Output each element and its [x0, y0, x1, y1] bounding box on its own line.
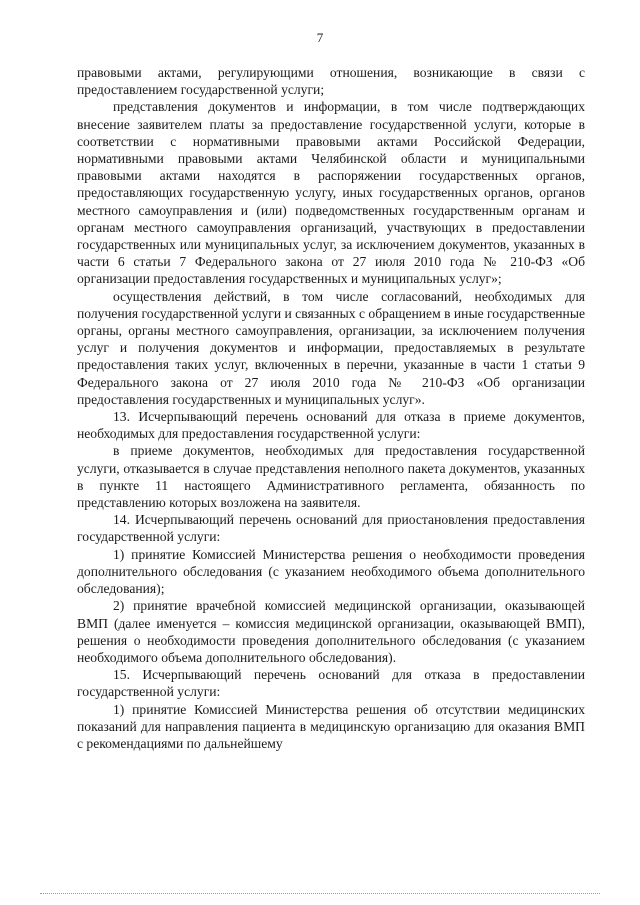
paragraph-item-13: 13. Исчерпывающий перечень оснований для отказа в приеме документов, необходимых для предоставления государственной услуги: [77, 409, 585, 442]
paragraph: правовыми актами, регулирующими отношения, возникающие в связи с предоставлением государственной услуги; [77, 65, 585, 98]
document-body [77, 64, 585, 752]
paragraph-item-14: 14. Исчерпывающий перечень оснований для приостановления предоставления государственной услуги: [77, 512, 585, 545]
paragraph: 1) принятие Комиссией Министерства решения об отсутствии медицинских показаний для направления пациента в медицинскую организацию для оказания ВМП с рекомендациями по дальнейшему [77, 701, 585, 751]
page-number: 7 [316, 30, 324, 45]
paragraph: осуществления действий, в том числе согласований, необходимых для получения государственной услуги и связанных с обращением в иные государственные органы, органы местного самоуправления, организации, за исключением получения услуг и получения документов и информации, предоставляемых в результате предоставления таких услуг, включенных в перечни, указанные в части 1 статьи 9 Федерального закона от 27 июля 2010 года № 210-ФЗ «Об организации предоставления государственных и муниципальных услуг». [77, 288, 585, 407]
paragraph: 1) принятие Комиссией Министерства решения о необходимости проведения дополнительного обследования (с указанием необходимого объема дополнительного обследования); [77, 546, 585, 597]
paragraph: 2) принятие врачебной комиссией медицинской организации, оказывающей ВМП (далее именуется – комиссия медицинской организации, оказывающей ВМП), решения о необходимости проведения дополнительного обследования (с указанием необходимого объема дополнительного обследования). [77, 598, 585, 665]
paragraph-item-15: 15. Исчерпывающий перечень оснований для отказа в предоставлении государственной услуги: [77, 667, 585, 700]
paragraph: в приеме документов, необходимых для предоставления государственной услуги, отказывается в случае представления неполного пакета документов, указанных в пункте 11 настоящего Административного регламента, обязанность по представлению которых возложена на заявителя. [77, 443, 585, 511]
paragraph: представления документов и информации, в том числе подтверждающих внесение заявителем платы за предоставление государственной услуги, которые в соответствии с нормативными правовыми актами Российской Федерации, нормативными правовыми актами Челябинской области и муниципальными правовыми актами находятся в распоряжении государственных органов, предоставляющих государственную услугу, иных государственных органов, органов местного самоуправления и (или) подведомственных государственным органам и органам местного самоуправления организаций, участвующих в предоставлении государственных или муниципальных услуг, за исключением документов, указанных в части 6 статьи 7 Федерального закона от 27 июля 2010 года № 210-ФЗ «Об организации предоставления государственных и муниципальных услуг»; [77, 99, 585, 287]
page-bottom-divider [40, 893, 600, 894]
